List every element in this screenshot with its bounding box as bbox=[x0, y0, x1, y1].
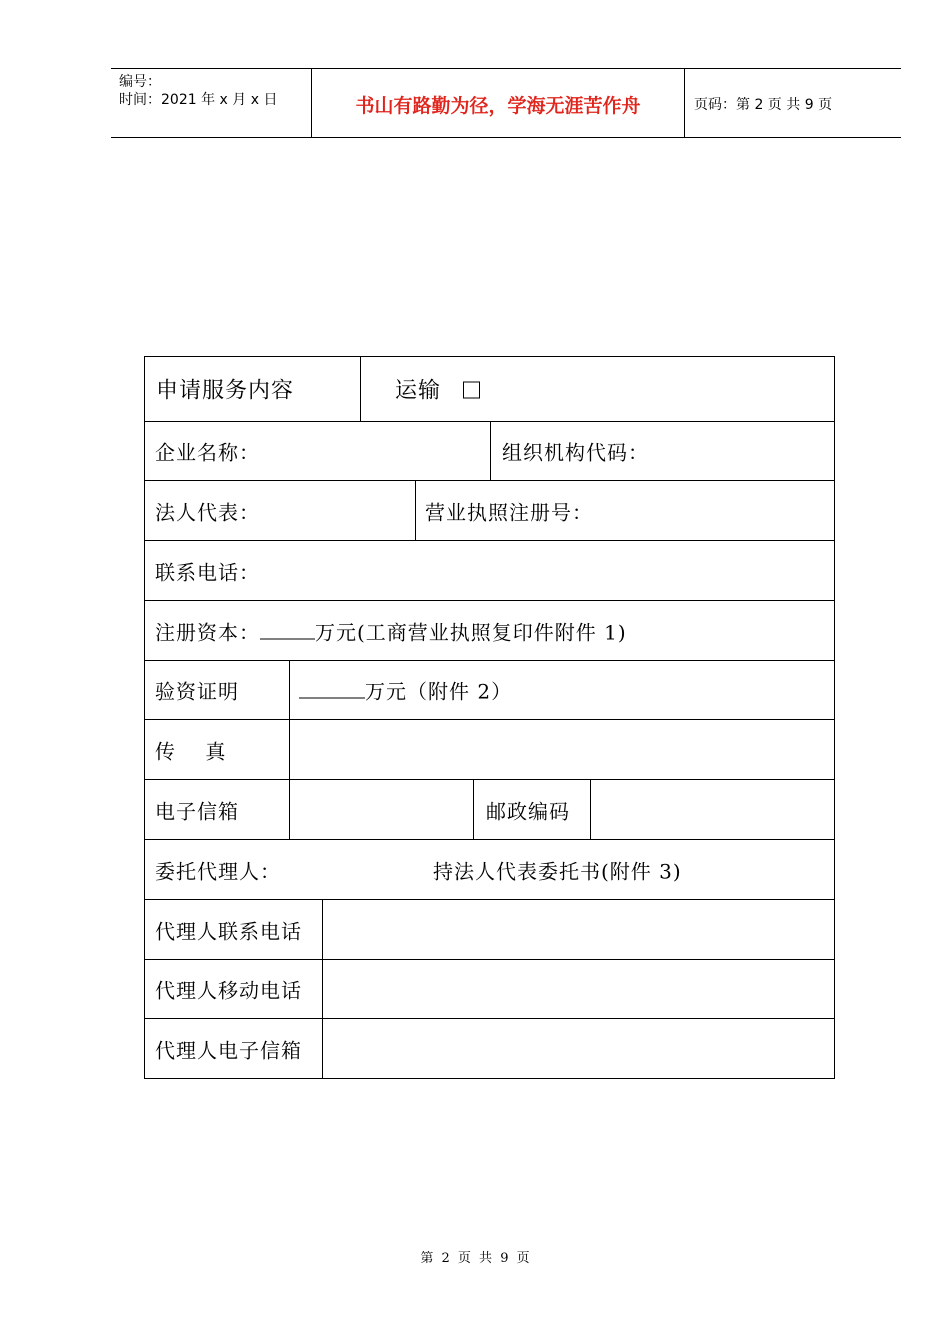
time-label: 时间：2021 年 x 月 x 日 bbox=[119, 92, 278, 108]
legal-rep-label: 法人代表： bbox=[155, 500, 260, 524]
verify-suffix: 万元（附件 2） bbox=[365, 679, 513, 704]
cell-email-value[interactable] bbox=[289, 780, 474, 839]
fax-label: 传 真 bbox=[155, 739, 227, 763]
cell-phone[interactable] bbox=[145, 541, 834, 600]
application-form-table bbox=[144, 356, 835, 1080]
cell-agent-phone-label bbox=[145, 900, 322, 959]
row-capital bbox=[144, 601, 835, 661]
org-code-label: 组织机构代码： bbox=[502, 440, 649, 464]
row-verify bbox=[144, 661, 835, 720]
cell-postcode-label bbox=[473, 780, 591, 839]
agent-email-label: 代理人电子信箱 bbox=[155, 1038, 302, 1062]
service-option-label: 运输 bbox=[395, 378, 442, 404]
row-fax bbox=[144, 720, 835, 780]
cell-license-no[interactable] bbox=[415, 481, 834, 540]
cell-service-label bbox=[145, 357, 360, 421]
row-company bbox=[144, 421, 835, 481]
cell-fax-value[interactable] bbox=[289, 720, 834, 779]
row-agent-mobile bbox=[144, 960, 835, 1019]
cell-verify-label bbox=[145, 661, 289, 719]
capital-suffix: 万元(工商营业执照复印件附件 1) bbox=[315, 620, 627, 644]
cell-org-code[interactable] bbox=[490, 421, 834, 480]
number-label: 编号： bbox=[119, 74, 161, 90]
capital-amount-blank[interactable] bbox=[260, 620, 315, 639]
cell-postcode-value[interactable] bbox=[590, 780, 834, 839]
cell-agent-email-value[interactable] bbox=[322, 1019, 834, 1078]
agent-label: 委托代理人： bbox=[155, 859, 281, 883]
verify-label: 验资证明 bbox=[155, 679, 239, 704]
license-no-label: 营业执照注册号： bbox=[425, 500, 593, 524]
row-legal bbox=[144, 481, 835, 541]
cell-agent-mobile-label bbox=[145, 960, 322, 1018]
cell-verify-value bbox=[289, 661, 834, 719]
header-page-cell bbox=[685, 69, 901, 137]
row-email-postcode bbox=[144, 780, 835, 840]
document-header bbox=[111, 68, 901, 138]
cell-email-label bbox=[145, 780, 289, 839]
page-label: 页码：第 2 页 共 9 页 bbox=[694, 97, 833, 113]
phone-label: 联系电话： bbox=[155, 560, 260, 584]
row-agent-email bbox=[144, 1019, 835, 1079]
cell-agent bbox=[145, 840, 834, 899]
agent-mobile-label: 代理人移动电话 bbox=[155, 978, 302, 1003]
cell-agent-mobile-value[interactable] bbox=[322, 960, 834, 1018]
company-name-label: 企业名称： bbox=[155, 440, 260, 464]
page-footer bbox=[0, 1247, 950, 1266]
cell-capital bbox=[145, 601, 834, 660]
row-phone bbox=[144, 541, 835, 601]
postcode-label: 邮政编码 bbox=[486, 799, 570, 823]
row-service bbox=[144, 356, 835, 422]
service-label: 申请服务内容 bbox=[156, 378, 295, 404]
cell-service-option bbox=[360, 357, 834, 421]
cell-agent-email-label bbox=[145, 1019, 322, 1078]
motto-text: 书山有路勤为径，学海无涯苦作舟 bbox=[355, 95, 641, 117]
header-motto-cell bbox=[312, 69, 685, 137]
transport-checkbox[interactable] bbox=[463, 382, 480, 399]
cell-agent-phone-value[interactable] bbox=[322, 900, 834, 959]
agent-phone-label: 代理人联系电话 bbox=[155, 919, 302, 943]
cell-fax-label bbox=[145, 720, 289, 779]
row-agent-phone bbox=[144, 900, 835, 960]
email-label: 电子信箱 bbox=[155, 799, 239, 823]
capital-label: 注册资本： bbox=[155, 620, 260, 644]
row-agent bbox=[144, 840, 835, 900]
header-meta-cell bbox=[111, 69, 312, 137]
agent-note: 持法人代表委托书(附件 3) bbox=[433, 859, 682, 883]
footer-page-number: 第 2 页 共 9 页 bbox=[420, 1251, 532, 1266]
cell-legal-rep[interactable] bbox=[145, 481, 415, 540]
verify-amount-blank[interactable] bbox=[299, 680, 365, 699]
cell-company-name[interactable] bbox=[145, 421, 490, 480]
